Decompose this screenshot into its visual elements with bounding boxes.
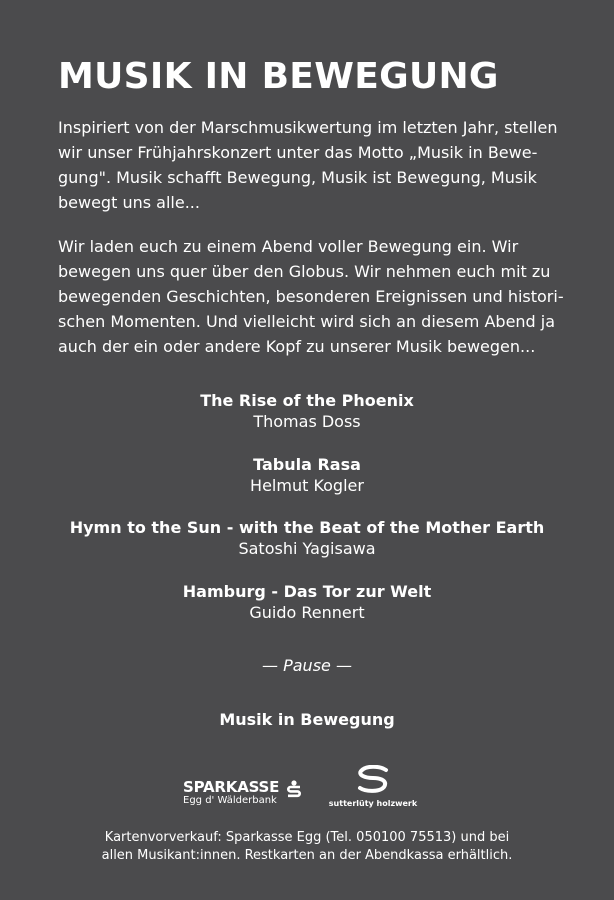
- sutterluety-logo: [328, 765, 418, 808]
- intro-line: Wir laden euch zu einem Abend voller Bewegung ein. Wir: [58, 237, 519, 256]
- ticket-info-line: allen Musikant:innen. Restkarten an der Abendkassa erhältlich.: [101, 848, 513, 863]
- sparkasse-name: SPARKASSE: [183, 778, 280, 796]
- ticket-info-line: Kartenvorverkauf: Sparkasse Egg (Tel. 050100 75513) und bei: [104, 830, 510, 845]
- intro-paragraph-2: [58, 234, 564, 359]
- intro-line: wir unser Frühjahrskonzert unter das Motto „Musik in Bewe-: [58, 143, 538, 162]
- program-list: [0, 390, 614, 644]
- program-item: [0, 581, 614, 645]
- piece-title: Hymn to the Sun - with the Beat of the Mother Earth: [69, 518, 545, 537]
- intro-line: auch der ein oder andere Kopf zu unserer Musik bewegen...: [58, 337, 536, 356]
- pause-label: — Pause —: [262, 656, 352, 675]
- piece-title: The Rise of the Phoenix: [200, 391, 414, 410]
- program-item: [0, 390, 614, 454]
- sparkasse-subname: Egg d' Wälderbank: [183, 795, 277, 806]
- intro-line: bewegenden Geschichten, besonderen Ereignissen und histori-: [58, 287, 564, 306]
- sparkasse-logo: [183, 780, 303, 806]
- intro-line: bewegen uns quer über den Globus. Wir nehmen euch mit zu: [58, 262, 551, 281]
- ticket-info: [0, 829, 614, 865]
- sutterluety-logo-icon: [356, 765, 390, 793]
- sponsor-logos: [0, 765, 614, 815]
- intro-line: Inspiriert von der Marschmusikwertung im letzten Jahr, stellen: [58, 118, 558, 137]
- piece-composer: Helmut Kogler: [250, 475, 364, 495]
- intro-paragraph-1: [58, 115, 558, 215]
- sutterluety-name: sutterlüty holzwerk: [328, 799, 418, 808]
- sparkasse-s-icon: [286, 780, 302, 800]
- program-item: [0, 517, 614, 581]
- piece-composer: Satoshi Yagisawa: [238, 539, 376, 558]
- program-item: [0, 454, 614, 518]
- intro-line: schen Momenten. Und vielleicht wird sich an diesem Abend ja: [58, 312, 556, 331]
- piece-composer: Thomas Doss: [253, 412, 361, 431]
- page-title: MUSIK IN BEWEGUNG: [58, 56, 499, 97]
- finale-title: Musik in Bewegung: [219, 710, 395, 729]
- piece-title: Tabula Rasa: [253, 454, 361, 474]
- piece-title: Hamburg - Das Tor zur Welt: [182, 581, 432, 601]
- piece-composer: Guido Rennert: [249, 602, 365, 622]
- intro-line: bewegt uns alle...: [58, 193, 200, 212]
- intro-line: gung". Musik schafft Bewegung, Musik ist Bewegung, Musik: [58, 168, 537, 187]
